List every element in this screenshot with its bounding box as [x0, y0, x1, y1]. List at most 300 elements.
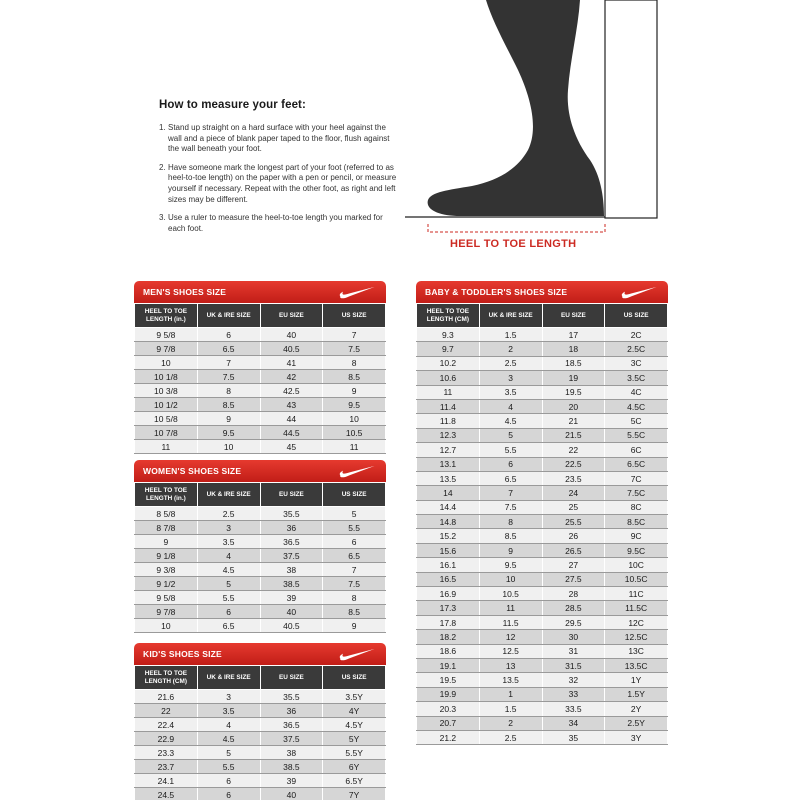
table-cell: 20.3 [417, 702, 480, 716]
table-row [417, 486, 668, 500]
table-cell: 4 [197, 718, 260, 732]
table-cell: 12C [605, 615, 668, 629]
table-cell: 36 [260, 521, 323, 535]
swoosh-logo-icon [620, 286, 658, 299]
table-cell: 31.5 [542, 658, 605, 672]
table-cell: 7C [605, 471, 668, 485]
table-cell: 35.5 [260, 690, 323, 704]
table-cell: 9 1/8 [135, 549, 198, 563]
table-row [417, 428, 668, 442]
table-cell: 4.5C [605, 399, 668, 413]
table-row [135, 384, 386, 398]
table-title: WOMEN'S SHOES SIZE [143, 466, 242, 476]
column-header-row [417, 304, 668, 328]
table-cell: 39 [260, 591, 323, 605]
table-cell: 2Y [605, 702, 668, 716]
table-cell: 8.5 [197, 398, 260, 412]
table-cell: 3 [197, 690, 260, 704]
kids-size-table [134, 643, 386, 800]
table-cell: 17 [542, 328, 605, 342]
table-cell: 19.5 [542, 385, 605, 399]
table-row [417, 543, 668, 557]
table-cell: 3.5 [197, 704, 260, 718]
column-header-row [135, 304, 386, 328]
table-row [417, 716, 668, 730]
womens-size-table [134, 460, 386, 633]
table-row [417, 371, 668, 385]
table-cell: 26.5 [542, 543, 605, 557]
table-cell: 9C [605, 529, 668, 543]
table-cell: 9.5 [479, 558, 542, 572]
table-cell: 3.5 [479, 385, 542, 399]
table-cell: 9 [323, 384, 386, 398]
table-cell: 3C [605, 356, 668, 370]
table-cell: 5.5 [323, 521, 386, 535]
table-cell: 24.5 [135, 788, 198, 800]
table-header-bar [134, 643, 386, 665]
table-cell: 35 [542, 730, 605, 744]
table-title: MEN'S SHOES SIZE [143, 287, 227, 297]
table-cell: 38.5 [260, 760, 323, 774]
table-cell: 10 3/8 [135, 384, 198, 398]
table-row [135, 690, 386, 704]
table-cell: 4Y [323, 704, 386, 718]
table-cell: 9 5/8 [135, 591, 198, 605]
table-cell: 8.5 [479, 529, 542, 543]
table-cell: 33.5 [542, 702, 605, 716]
table-cell: 9 1/2 [135, 577, 198, 591]
table-cell: 14 [417, 486, 480, 500]
instruction-step [159, 213, 399, 234]
table-row [417, 356, 668, 370]
table-cell: 7.5C [605, 486, 668, 500]
table-cell: 10.5 [479, 587, 542, 601]
table-cell: 1.5 [479, 702, 542, 716]
table-cell: 18.6 [417, 644, 480, 658]
table-cell: 10 [323, 412, 386, 426]
table-cell: 3.5Y [323, 690, 386, 704]
table-cell: 7 [479, 486, 542, 500]
table-cell: 10.5C [605, 572, 668, 586]
table-cell: 11 [479, 601, 542, 615]
table-cell: 42.5 [260, 384, 323, 398]
table-cell: 8 5/8 [135, 507, 198, 521]
table-cell: 38 [260, 746, 323, 760]
table-row [417, 587, 668, 601]
table-cell: 1.5 [479, 328, 542, 342]
table-cell: 9 [135, 535, 198, 549]
table-cell: 44 [260, 412, 323, 426]
table-cell: 11 [135, 440, 198, 454]
table-cell: 41 [260, 356, 323, 370]
size-grid [134, 482, 386, 633]
table-row [135, 521, 386, 535]
table-cell: 16.5 [417, 572, 480, 586]
table-row [417, 687, 668, 701]
baby-toddler-size-table [416, 281, 668, 745]
table-cell: 17.3 [417, 601, 480, 615]
table-cell: 13.5C [605, 658, 668, 672]
table-cell: 22 [135, 704, 198, 718]
table-row [135, 774, 386, 788]
table-cell: 22 [542, 443, 605, 457]
table-cell: 5 [197, 577, 260, 591]
table-cell: 7 [197, 356, 260, 370]
table-cell: 9 [479, 543, 542, 557]
table-cell: 45 [260, 440, 323, 454]
column-header: EU SIZE [542, 304, 605, 328]
table-cell: 12.3 [417, 428, 480, 442]
size-grid [134, 665, 386, 800]
table-cell: 9 7/8 [135, 605, 198, 619]
table-cell: 4.5 [197, 732, 260, 746]
table-header-bar [416, 281, 668, 303]
column-header: US SIZE [605, 304, 668, 328]
table-cell: 23.3 [135, 746, 198, 760]
table-row [417, 630, 668, 644]
table-row [135, 746, 386, 760]
table-cell: 6.5 [197, 342, 260, 356]
table-row [135, 356, 386, 370]
table-cell: 40.5 [260, 619, 323, 633]
column-header: HEEL TO TOE LENGTH (CM) [417, 304, 480, 328]
table-cell: 21.2 [417, 730, 480, 744]
table-row [417, 572, 668, 586]
table-cell: 21.6 [135, 690, 198, 704]
table-cell: 9.5 [323, 398, 386, 412]
table-cell: 13C [605, 644, 668, 658]
table-cell: 7.5 [197, 370, 260, 384]
table-cell: 11C [605, 587, 668, 601]
table-cell: 8 [323, 591, 386, 605]
table-cell: 4C [605, 385, 668, 399]
table-row [417, 558, 668, 572]
column-header: HEEL TO TOE LENGTH (in.) [135, 483, 198, 507]
table-cell: 5.5 [479, 443, 542, 457]
table-cell: 8C [605, 500, 668, 514]
table-row [135, 328, 386, 342]
table-cell: 9.7 [417, 342, 480, 356]
step-number: 2. [159, 162, 166, 172]
table-cell: 6C [605, 443, 668, 457]
table-cell: 8.5 [323, 605, 386, 619]
table-row [135, 440, 386, 454]
foot-measurement-illustration [400, 0, 670, 260]
table-row [417, 414, 668, 428]
table-cell: 3 [479, 371, 542, 385]
table-row [417, 443, 668, 457]
table-row [135, 370, 386, 384]
column-header-row [135, 666, 386, 690]
table-cell: 5C [605, 414, 668, 428]
table-cell: 15.2 [417, 529, 480, 543]
table-cell: 24.1 [135, 774, 198, 788]
step-number: 1. [159, 123, 166, 132]
table-row [417, 385, 668, 399]
table-cell: 9 5/8 [135, 328, 198, 342]
table-cell: 8.5 [323, 370, 386, 384]
table-cell: 16.9 [417, 587, 480, 601]
table-cell: 40 [260, 605, 323, 619]
table-cell: 2 [479, 716, 542, 730]
column-header: UK & IRE SIZE [197, 483, 260, 507]
table-row [135, 549, 386, 563]
table-cell: 6.5 [479, 471, 542, 485]
step-text: Stand up straight on a hard surface with your heel against the wall and a piece of blank paper taped to the floor, flush against the wall beneath your foot. [168, 123, 390, 154]
table-cell: 5.5C [605, 428, 668, 442]
table-cell: 27.5 [542, 572, 605, 586]
table-row [135, 535, 386, 549]
table-cell: 5Y [323, 732, 386, 746]
table-cell: 9.5 [197, 426, 260, 440]
table-row [135, 788, 386, 800]
table-row [417, 644, 668, 658]
table-header-bar [134, 281, 386, 303]
table-cell: 3 [197, 521, 260, 535]
table-cell: 9 [197, 412, 260, 426]
table-row [417, 471, 668, 485]
measurement-instructions [159, 99, 399, 242]
table-header-bar [134, 460, 386, 482]
table-cell: 5.5 [197, 760, 260, 774]
table-cell: 2C [605, 328, 668, 342]
step-text: Have someone mark the longest part of your foot (referred to as heel-to-toe length) on the paper with a pen or pencil, or measure yourself if necessary. Repeat with the other foot, as right and left sizes may be different. [168, 162, 397, 204]
table-row [417, 730, 668, 744]
foot-silhouette-icon [400, 0, 670, 260]
table-row [417, 615, 668, 629]
table-cell: 13 [479, 658, 542, 672]
table-row [135, 718, 386, 732]
table-cell: 2.5C [605, 342, 668, 356]
table-cell: 19.5 [417, 673, 480, 687]
table-cell: 9 3/8 [135, 563, 198, 577]
table-cell: 28 [542, 587, 605, 601]
table-row [135, 591, 386, 605]
table-cell: 10 [135, 619, 198, 633]
table-row [135, 342, 386, 356]
table-cell: 2.5 [479, 356, 542, 370]
table-row [417, 515, 668, 529]
table-row [417, 673, 668, 687]
table-cell: 24 [542, 486, 605, 500]
table-cell: 33 [542, 687, 605, 701]
instructions-title: How to measure your feet: [159, 99, 306, 111]
table-cell: 19.1 [417, 658, 480, 672]
table-cell: 26 [542, 529, 605, 543]
column-header: UK & IRE SIZE [197, 666, 260, 690]
table-cell: 44.5 [260, 426, 323, 440]
table-row [135, 704, 386, 718]
table-cell: 11 [323, 440, 386, 454]
table-cell: 22.5 [542, 457, 605, 471]
column-header: HEEL TO TOE LENGTH (in.) [135, 304, 198, 328]
table-cell: 14.8 [417, 515, 480, 529]
table-cell: 4 [197, 549, 260, 563]
mens-size-table [134, 281, 386, 454]
table-cell: 7Y [323, 788, 386, 800]
table-cell: 2.5Y [605, 716, 668, 730]
table-cell: 5 [197, 746, 260, 760]
table-cell: 6 [197, 788, 260, 800]
table-cell: 13.5 [417, 471, 480, 485]
table-row [417, 342, 668, 356]
table-cell: 40 [260, 328, 323, 342]
table-cell: 17.8 [417, 615, 480, 629]
column-header: UK & IRE SIZE [479, 304, 542, 328]
table-cell: 14.4 [417, 500, 480, 514]
table-cell: 6 [197, 774, 260, 788]
table-row [135, 507, 386, 521]
table-cell: 23.5 [542, 471, 605, 485]
table-cell: 2.5 [479, 730, 542, 744]
table-cell: 10 1/2 [135, 398, 198, 412]
table-row [417, 658, 668, 672]
table-title: KID'S SHOES SIZE [143, 649, 222, 659]
table-cell: 6.5C [605, 457, 668, 471]
table-row [417, 529, 668, 543]
table-cell: 3Y [605, 730, 668, 744]
swoosh-logo-icon [338, 286, 376, 299]
table-cell: 20 [542, 399, 605, 413]
table-row [135, 619, 386, 633]
table-cell: 6 [197, 328, 260, 342]
table-cell: 5.5 [197, 591, 260, 605]
table-row [135, 426, 386, 440]
table-cell: 37.5 [260, 732, 323, 746]
table-cell: 34 [542, 716, 605, 730]
table-title: BABY & TODDLER'S SHOES SIZE [425, 287, 568, 297]
table-cell: 7.5 [479, 500, 542, 514]
table-cell: 6 [197, 605, 260, 619]
table-cell: 21.5 [542, 428, 605, 442]
table-cell: 16.1 [417, 558, 480, 572]
table-cell: 7.5 [323, 342, 386, 356]
table-cell: 36.5 [260, 535, 323, 549]
table-row [135, 398, 386, 412]
table-cell: 12 [479, 630, 542, 644]
table-cell: 10 7/8 [135, 426, 198, 440]
table-row [135, 563, 386, 577]
leg-silhouette [428, 0, 604, 216]
table-cell: 4.5Y [323, 718, 386, 732]
table-row [417, 601, 668, 615]
step-number: 3. [159, 213, 166, 223]
table-cell: 8 [197, 384, 260, 398]
table-row [135, 732, 386, 746]
table-cell: 11.5C [605, 601, 668, 615]
table-cell: 36.5 [260, 718, 323, 732]
table-cell: 40.5 [260, 342, 323, 356]
table-cell: 19.9 [417, 687, 480, 701]
table-cell: 9 [323, 619, 386, 633]
table-cell: 6 [479, 457, 542, 471]
table-cell: 10 [197, 440, 260, 454]
measure-bracket [428, 224, 605, 232]
table-cell: 10 5/8 [135, 412, 198, 426]
table-cell: 37.5 [260, 549, 323, 563]
table-cell: 11 [417, 385, 480, 399]
table-cell: 9.3 [417, 328, 480, 342]
table-cell: 2 [479, 342, 542, 356]
table-row [135, 760, 386, 774]
table-row [417, 457, 668, 471]
column-header: US SIZE [323, 304, 386, 328]
table-cell: 6.5 [323, 549, 386, 563]
table-cell: 6.5Y [323, 774, 386, 788]
table-cell: 8 [479, 515, 542, 529]
table-cell: 3.5C [605, 371, 668, 385]
table-cell: 5 [479, 428, 542, 442]
table-cell: 8 [323, 356, 386, 370]
table-cell: 11.4 [417, 399, 480, 413]
table-cell: 18.5 [542, 356, 605, 370]
table-cell: 25 [542, 500, 605, 514]
table-cell: 10 [479, 572, 542, 586]
table-cell: 30 [542, 630, 605, 644]
swoosh-logo-icon [338, 465, 376, 478]
table-cell: 31 [542, 644, 605, 658]
column-header: EU SIZE [260, 304, 323, 328]
table-cell: 3.5 [197, 535, 260, 549]
size-grid [416, 303, 668, 745]
table-row [417, 702, 668, 716]
table-cell: 20.7 [417, 716, 480, 730]
swoosh-logo-icon [338, 648, 376, 661]
table-cell: 10 [135, 356, 198, 370]
table-cell: 13.5 [479, 673, 542, 687]
table-cell: 7 [323, 328, 386, 342]
table-cell: 12.5C [605, 630, 668, 644]
table-cell: 25.5 [542, 515, 605, 529]
table-cell: 40 [260, 788, 323, 800]
table-cell: 6.5 [197, 619, 260, 633]
table-cell: 29.5 [542, 615, 605, 629]
table-cell: 18.2 [417, 630, 480, 644]
step-text: Use a ruler to measure the heel-to-toe length you marked for each foot. [168, 213, 383, 233]
table-cell: 10.5 [323, 426, 386, 440]
table-cell: 1 [479, 687, 542, 701]
table-cell: 35.5 [260, 507, 323, 521]
table-cell: 15.6 [417, 543, 480, 557]
column-header-row [135, 483, 386, 507]
column-header: UK & IRE SIZE [197, 304, 260, 328]
table-cell: 7 [323, 563, 386, 577]
heel-to-toe-label: HEEL TO TOE LENGTH [450, 238, 577, 250]
table-cell: 4.5 [479, 414, 542, 428]
table-cell: 38 [260, 563, 323, 577]
table-cell: 6 [323, 535, 386, 549]
column-header: US SIZE [323, 666, 386, 690]
table-row [417, 328, 668, 342]
table-cell: 12.5 [479, 644, 542, 658]
table-cell: 4 [479, 399, 542, 413]
column-header: EU SIZE [260, 483, 323, 507]
table-cell: 11.5 [479, 615, 542, 629]
table-cell: 28.5 [542, 601, 605, 615]
instruction-step [159, 123, 399, 155]
table-cell: 42 [260, 370, 323, 384]
table-cell: 23.7 [135, 760, 198, 774]
table-row [417, 500, 668, 514]
table-cell: 7.5 [323, 577, 386, 591]
table-cell: 22.9 [135, 732, 198, 746]
table-cell: 5.5Y [323, 746, 386, 760]
table-row [417, 399, 668, 413]
table-row [135, 577, 386, 591]
table-cell: 8.5C [605, 515, 668, 529]
table-cell: 1Y [605, 673, 668, 687]
table-cell: 10.2 [417, 356, 480, 370]
